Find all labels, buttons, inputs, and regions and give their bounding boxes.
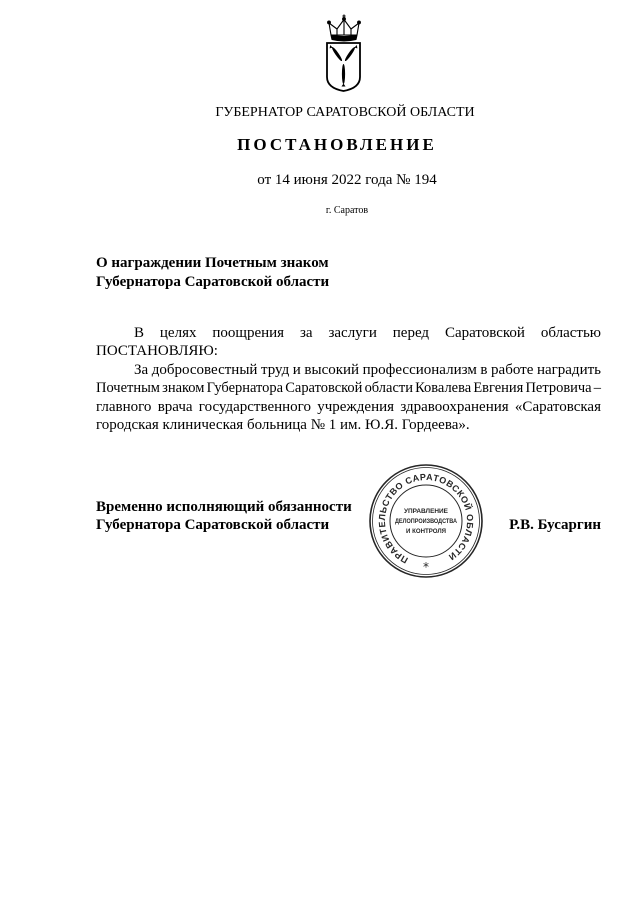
body-text: За добросовестный труд и высокий профессионализм в работе наградить (134, 362, 601, 378)
crown-icon (328, 15, 361, 42)
stamp-center-line: ДЕЛОПРОИЗВОДСТВА (395, 518, 458, 525)
body-line (96, 379, 601, 397)
body-line (96, 398, 601, 416)
stamp-center-line: УПРАВЛЕНИЕ (404, 508, 449, 515)
body-text: Почетным знаком Губернатора Саратовской области Ковалева Евгения Петровича – (96, 380, 601, 396)
signatory-position-line (96, 498, 364, 516)
document-type: ПОСТАНОВЛЕНИЕ (237, 135, 437, 154)
official-stamp (366, 461, 486, 581)
stamp-star-icon: * (423, 560, 429, 574)
resolution-keyword: ПОСТАНОВЛЯЮ: (96, 343, 218, 359)
body-line (96, 416, 601, 434)
issuing-authority: ГУБЕРНАТОР САРАТОВСКОЙ ОБЛАСТИ (215, 105, 475, 120)
crown-pearl (358, 21, 361, 24)
signatory-position-text: Временно исполняющий обязанности (96, 499, 352, 515)
body-text: главного врача государственного учреждения здравоохранения «Саратовская (96, 399, 601, 415)
body-text: городская клиническая больница № 1 им. Ю.Я. Гордеева». (96, 417, 470, 433)
signatory-name: Р.В. Бусаргин (509, 517, 601, 533)
stamp-center-line: И КОНТРОЛЯ (406, 528, 447, 535)
decree-title-line (96, 254, 356, 272)
signatory-position-text: Губернатора Саратовской области (96, 517, 330, 533)
decree-title-text: О награждении Почетным знаком (96, 255, 329, 271)
body-line (96, 342, 601, 360)
document-date-number: от 14 июня 2022 года № 194 (257, 172, 437, 188)
coat-of-arms-icon (318, 14, 368, 94)
decree-title-text: Губернатора Саратовской области (96, 274, 330, 290)
crown-band (331, 35, 357, 41)
document-city: г. Саратов (325, 205, 369, 216)
crown-pearl (343, 18, 346, 21)
signatory-position-line (96, 516, 364, 534)
body-line (134, 361, 601, 379)
decree-title-line (96, 273, 356, 291)
stamp-ring-text-path: ПРАВИТЕЛЬСТВО САРАТОВСКОЙ ОБЛАСТИ (376, 471, 476, 566)
fish-center (342, 64, 345, 84)
body-text: В целях поощрения за заслуги перед Саратовской областью (134, 325, 601, 341)
body-line (134, 324, 601, 342)
crown-pearl (328, 21, 331, 24)
